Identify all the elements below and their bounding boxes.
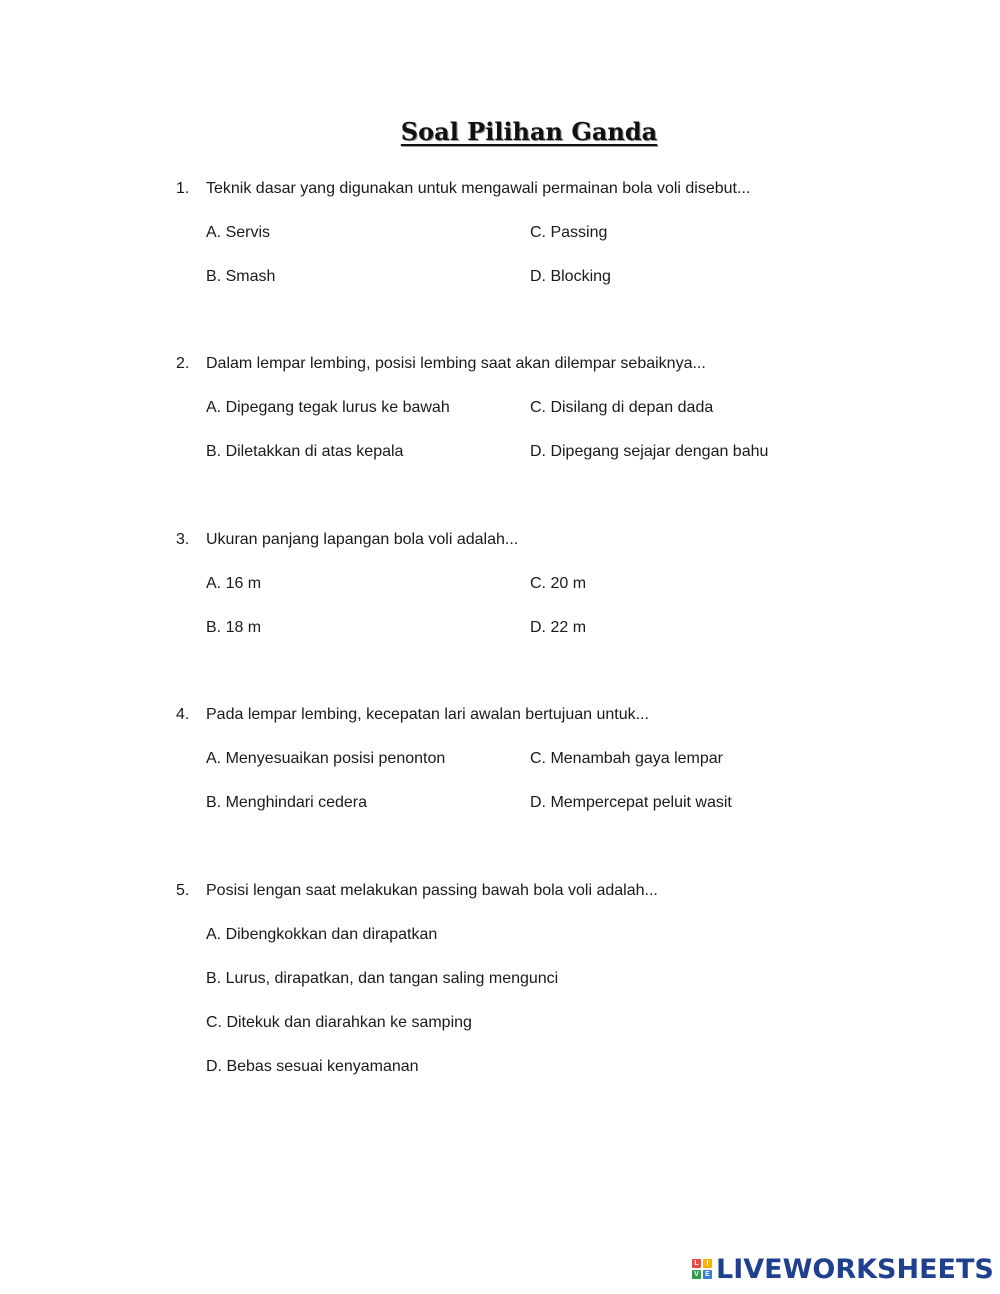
option-b[interactable]: B. Diletakkan di atas kepala xyxy=(206,443,404,460)
logo-letter: I xyxy=(703,1259,712,1268)
logo-letter: E xyxy=(703,1270,712,1279)
option-d[interactable]: D. 22 m xyxy=(530,619,587,636)
option-d[interactable]: D. Blocking xyxy=(530,268,611,285)
question-text: Posisi lengan saat melakukan passing bawah bola voli adalah... xyxy=(206,882,658,899)
logo-letter: V xyxy=(692,1270,701,1279)
option-a[interactable]: A. 16 m xyxy=(206,575,262,592)
liveworksheets-mark-icon xyxy=(692,1259,712,1279)
logo-text: LIVEWORKSHEETS xyxy=(716,1253,994,1285)
question-text: Dalam lempar lembing, posisi lembing saat akan dilempar sebaiknya... xyxy=(206,355,706,372)
option-a[interactable]: A. Servis xyxy=(206,224,271,241)
option-b[interactable]: B. Lurus, dirapatkan, dan tangan saling mengunci xyxy=(206,970,559,987)
option-b[interactable]: B. Menghindari cedera xyxy=(206,794,367,811)
liveworksheets-logo[interactable] xyxy=(692,1253,994,1285)
option-b[interactable]: B. Smash xyxy=(206,268,276,285)
question-number: 3. xyxy=(176,531,190,548)
option-d[interactable]: D. Bebas sesuai kenyamanan xyxy=(206,1058,419,1075)
question-number: 4. xyxy=(176,706,190,723)
logo-letter: L xyxy=(692,1259,701,1268)
option-d[interactable]: D. Dipegang sejajar dengan bahu xyxy=(530,443,769,460)
option-b[interactable]: B. 18 m xyxy=(206,619,262,636)
question-text: Pada lempar lembing, kecepatan lari awalan bertujuan untuk... xyxy=(206,706,649,723)
option-c[interactable]: C. Ditekuk dan diarahkan ke samping xyxy=(206,1014,472,1031)
question-number: 1. xyxy=(176,180,190,197)
option-c[interactable]: C. Passing xyxy=(530,224,608,241)
option-a[interactable]: A. Menyesuaikan posisi penonton xyxy=(206,750,446,767)
option-a[interactable]: A. Dipegang tegak lurus ke bawah xyxy=(206,399,450,416)
option-c[interactable]: C. Disilang di depan dada xyxy=(530,399,714,416)
option-a[interactable]: A. Dibengkokkan dan dirapatkan xyxy=(206,926,438,943)
question-text: Ukuran panjang lapangan bola voli adalah... xyxy=(206,531,519,548)
option-c[interactable]: C. 20 m xyxy=(530,575,587,592)
option-c[interactable]: C. Menambah gaya lempar xyxy=(530,750,723,767)
question-number: 2. xyxy=(176,355,190,372)
question-text: Teknik dasar yang digunakan untuk mengawali permainan bola voli disebut... xyxy=(206,180,751,197)
page-title: Soal Pilihan Ganda xyxy=(400,117,658,146)
option-d[interactable]: D. Mempercepat peluit wasit xyxy=(530,794,732,811)
question-number: 5. xyxy=(176,882,190,899)
